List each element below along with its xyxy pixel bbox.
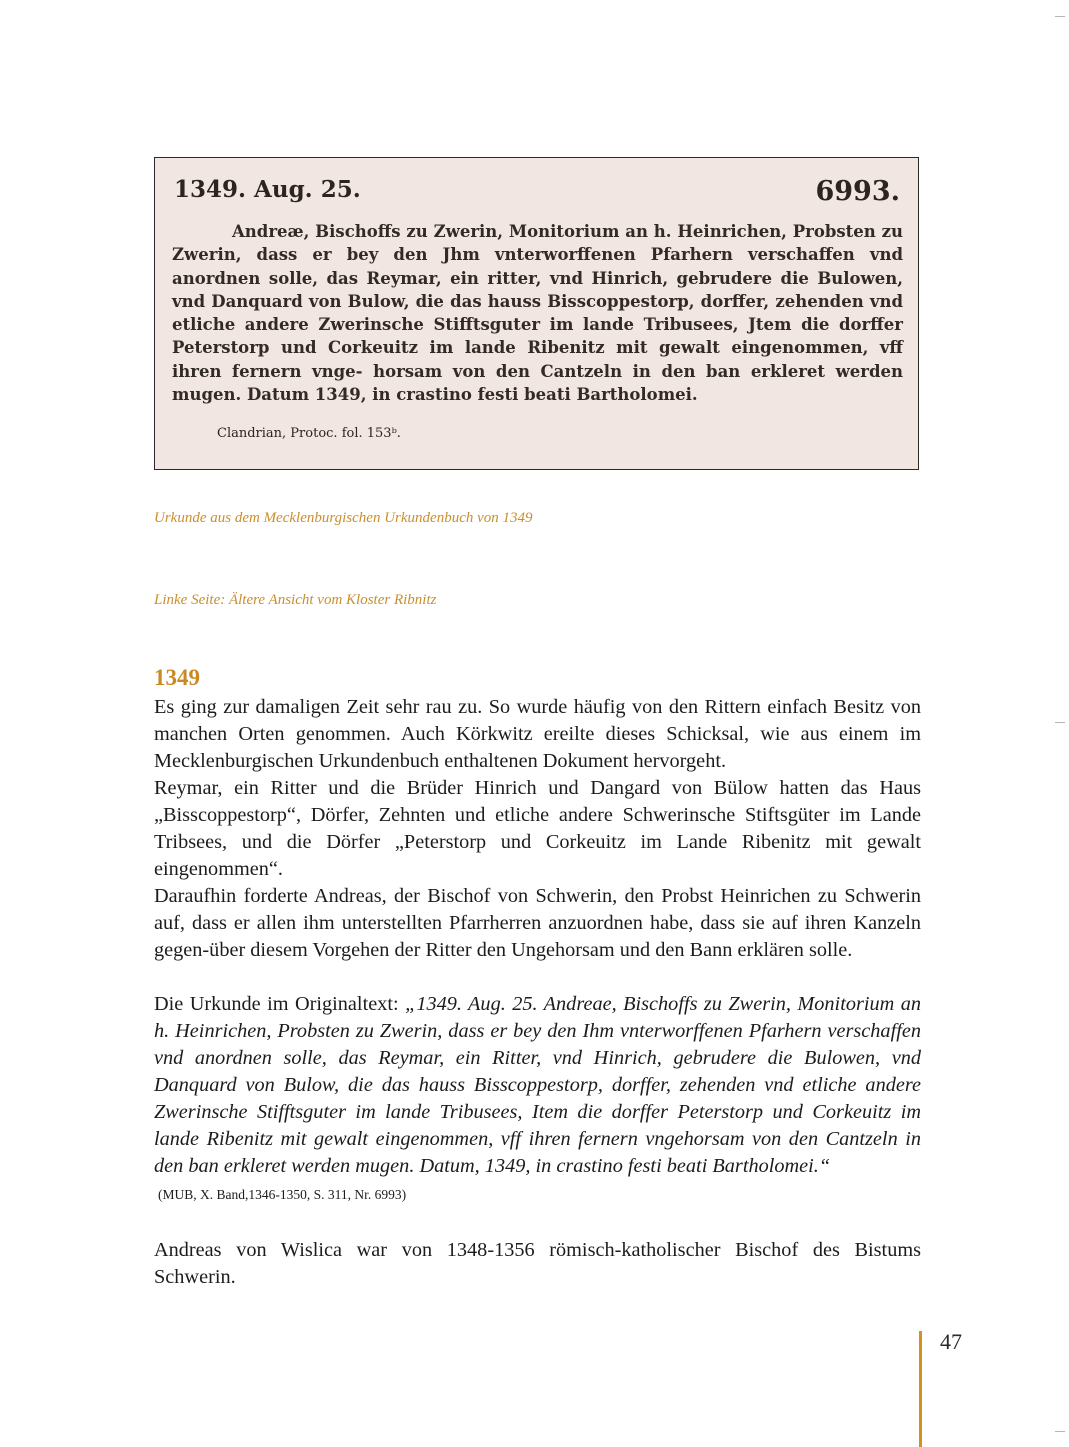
- document-caption: Urkunde aus dem Mecklenburgischen Urkundenbuch von 1349: [154, 510, 533, 526]
- paragraph: Reymar, ein Ritter und die Brüder Hinrich und Dangard von Bülow hatten das Haus „Bisscoppestorp“, Dörfer, Zehnten und etliche andere Schwerinsche Stiftsgüter im Lande Tribsees, und die Dörfer „Peterstorp und Corkeuitz im Lande Ribenitz mit gewalt eingenommen“.: [154, 777, 921, 880]
- scan-line: Zwerin, dass er bey den Jhm vnterworffenen Pfarhern verschaffen vnd anordnen: [172, 245, 903, 288]
- original-text-paragraph: [154, 991, 921, 1180]
- page-number: 47: [940, 1329, 962, 1354]
- section-heading: 1349: [154, 665, 200, 690]
- paragraph: Andreas von Wislica war von 1348-1356 römisch-katholischer Bischof des Bistums Schwerin.: [154, 1239, 921, 1288]
- paragraph: Daraufhin forderte Andreas, der Bischof von Schwerin, den Probst Heinrichen zu Schwerin auf, dass er allen ihm unterstellten Pfarrherren anzuordnen habe, dass sie auf ihren Kanzeln gegen-über diesem Vorgehen der Ritter den Ungehorsam und den Bann erklären solle.: [154, 885, 921, 961]
- scan-line: in crastino festi beati Bartholomei.: [372, 385, 698, 405]
- scan-line: Corkeuitz im lande Ribenitz mit gewalt eingenommen, vff ihren fernern vnge-: [172, 338, 903, 381]
- original-text-intro: Die Urkunde im Originaltext:: [154, 993, 406, 1015]
- page-number-rule: [919, 1331, 922, 1447]
- scan-source: Clandrian, Protoc. fol. 153ᵇ.: [217, 426, 401, 441]
- scan-text: [172, 220, 903, 406]
- scan-line: Andreæ, Bischoffs zu Zwerin, Monitorium an h. Heinrichen, Probsten zu: [232, 222, 903, 241]
- scan-line: von Bulow, die das hauss Bisscoppestorp, dorffer, zehenden vnd etliche andere: [172, 291, 903, 335]
- original-text-quote: „1349. Aug. 25. Andreae, Bischoffs zu Zwerin, Monitorium an h. Heinrichen, Probsten zu Zwerin, dass er bey den Ihm vnterworffenen Pfarhern verschaffen vnd anordnen solle, das Reymar, ein Ritter, vnd Hinrich, gebrudere die Bulowen, vnd Danquard von Bulow, die das hauss Bisscoppestorp, dorffer, zehenden vnd etliche andere Zwerinsche Stifftsguter im lande Tribusees, Item die dorffer Peterstorp und Corkeuitz im lande Ribenitz mit gewalt eingenommen, vff ihren fernern vngehorsam von den Cantzeln in den ban erkleret werden mugen. Datum, 1349, in crastino festi beati Bartholomei.“: [154, 993, 922, 1177]
- scan-line: horsam von den Cantzeln in den ban erkleret werden mugen. Datum 1349,: [172, 361, 903, 405]
- scan-line: Zwerinsche Stifftsguter im lande Tribusees, Jtem die dorffer Peterstorp und: [172, 315, 903, 358]
- document-scan: [154, 157, 919, 470]
- left-page-caption: Linke Seite: Ältere Ansicht vom Kloster Ribnitz: [154, 592, 437, 608]
- crop-mark: [1055, 1431, 1065, 1432]
- scan-date: 1349. Aug. 25.: [174, 176, 361, 203]
- scan-line: solle, das Reymar, ein ritter, vnd Hinrich, gebrudere die Bulowen, vnd Danquard: [172, 268, 903, 311]
- paragraph: Es ging zur damaligen Zeit sehr rau zu. So wurde häufig von den Rittern einfach Besitz von manchen Orten genommen. Auch Körkwitz ereilte dieses Schicksal, wie aus einem im Mecklenburgischen Urkundenbuch enthaltenen Dokument hervorgeht.: [154, 696, 921, 772]
- scan-number: 6993.: [815, 176, 900, 207]
- crop-mark: [1055, 16, 1065, 17]
- source-reference: (MUB, X. Band,1346-1350, S. 311, Nr. 6993): [158, 1187, 407, 1202]
- crop-mark: [1055, 722, 1065, 723]
